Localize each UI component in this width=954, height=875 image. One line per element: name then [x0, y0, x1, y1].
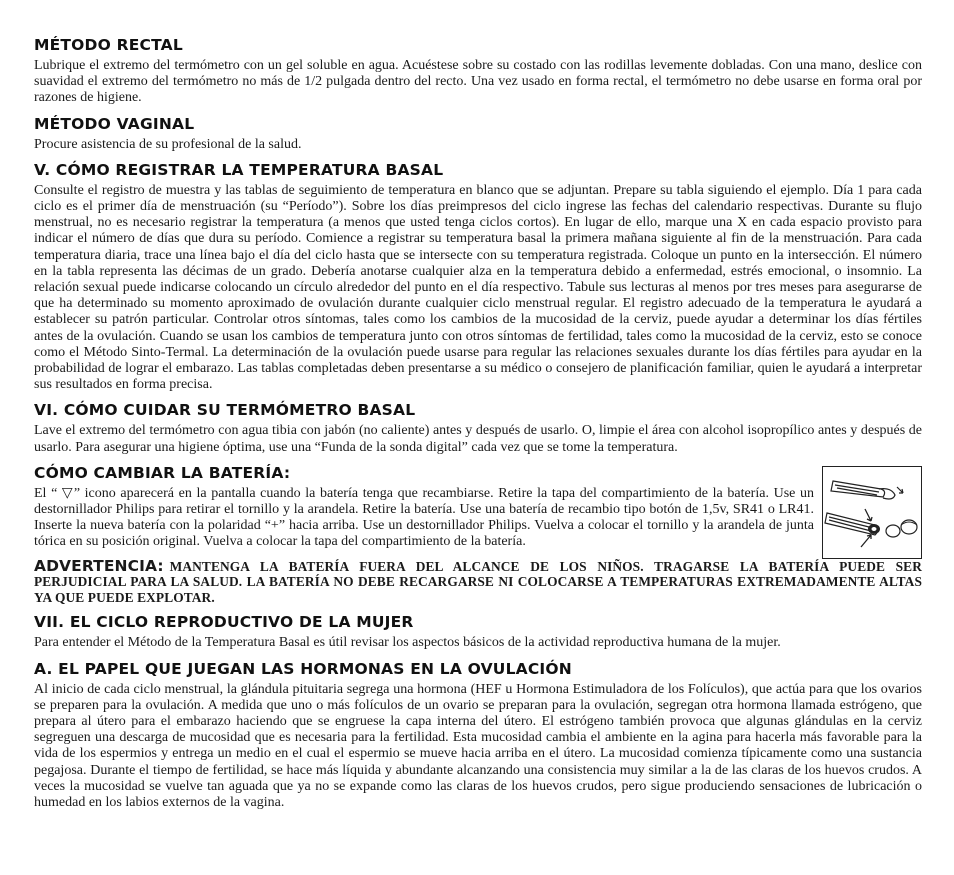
paragraph-battery: El “ ▽” icono aparecerá en la pantalla cuando la batería tenga que recambiarse. Retire la tapa del compartimiento de la batería. Use un destornillador Philips para retirar el tornillo y la arandela. Retire la batería. Use una batería de recambio tipo botón de 1,5v, SR41 o LR41. Inserte la nueva batería con la polaridad “+” hacia arriba. Use un destornillador Philips. Vuelva a colocar el tornillo y la arandela de junta tórica en su posición original. Vuelva a colocar la tapa del compartimiento de la batería.	[34, 485, 814, 550]
warning-text: MANTENGA LA BATERÍA FUERA DEL ALCANCE DE LOS NIÑOS. TRAGARSE LA BATERÍA PUEDE SER PERJUDICIAL PARA LA SALUD. LA BATERÍA NO DEBE RECARGARSE NI COLOCARSE A TEMPERATURAS EXTREMADAMENTE ALTAS YA QUE PUEDE EXPLOTAR.	[34, 558, 922, 605]
heading-hormones: A. EL PAPEL QUE JUEGAN LAS HORMONAS EN LA OVULACIÓN	[34, 659, 572, 678]
thermometer-battery-icon	[823, 467, 921, 558]
heading-reproductive-cycle: VII. EL CICLO REPRODUCTIVO DE LA MUJER	[34, 613, 414, 632]
section-hormones	[34, 660, 922, 812]
paragraph-reproductive-cycle: Para entender el Método de la Temperatura Basal es útil revisar los aspectos básicos de la actividad reproductiva humana de la mujer.	[34, 635, 781, 651]
section-vaginal	[34, 115, 922, 153]
paragraph-care: Lave el extremo del termómetro con agua tibia con jabón (no caliente) antes y después de usarlo. O, limpie el área con alcohol isopropílico antes y después de usarlo. Para asegurar una higiene óptima, use una “Funda de la sonda digital” cada vez que se tome la temperatura.	[34, 423, 922, 455]
paragraph-vaginal: Procure asistencia de su profesional de la salud.	[34, 136, 302, 152]
paragraph-register-temperature: Consulte el registro de muestra y las tablas de seguimiento de temperatura en blanco que se adjuntan. Prepare su tabla siguiendo el ejemplo. Día 1 para cada ciclo es el primer día de menstruación (su “Período”). Sobre los días preimpresos del ciclo ingrese las fechas del calendario respectivas. Durante su flujo menstrual, no es necesario registrar la temperatura (a menos que usted tenga ciclos cortos). En lugar de ello, marque una X en cada espacio provisto para indicar el número de días que dura su período. Comience a registrar su temperatura basal la primera mañana siguiente al fin de la menstruación. Para cada temperatura diaria, trace una línea bajo el día del ciclo hasta que se intersecte con su temperatura registrada. Coloque un punto en la intersección. El número en la tabla representa las décimas de un grado. Debería anotarse cualquier alza en la temperatura debido a enfermedad, estrés emocional, o insomnio. La relación sexual puede indicarse colocando un círculo alrededor del punto en el día respectivo. Tabule sus lecturas al menos por tres meses para asegurarse de que ha determinado su momento aproximado de ovulación durante cualquier ciclo menstrual regular. El registro adecuado de la temperatura le ayudará a establecer su patrón particular. Controlar otros síntomas, tales como los cambios de la mucosidad de la cerviz, puede ayudar a determinar los días fértiles antes de la ovulación. Cuando se usan los cambios de temperatura junto con otros síntomas de fertilidad, tales como la mucosidad de la cerviz, esto se conoce como el Método Sinto-Termal. La determinación de la ovulación puede usarse para regular las relaciones sexuales durante los días fértiles para ayudar en la probabilidad de lograr el embarazo. Las tablas completadas deben presentarse a su médico o consejero de planificación familiar, quien le ayudará a interpretar sus resultados en forma precisa.	[34, 182, 922, 393]
battery-content	[34, 486, 922, 559]
section-care	[34, 401, 922, 455]
section-rectal	[34, 36, 922, 107]
heading-rectal: MÉTODO RECTAL	[34, 36, 183, 54]
heading-register-temperature: V. CÓMO REGISTRAR LA TEMPERATURA BASAL	[34, 160, 444, 179]
section-reproductive-cycle	[34, 613, 922, 651]
battery-warning	[34, 556, 922, 606]
paragraph-hormones: Al inicio de cada ciclo menstrual, la glándula pituitaria segrega una hormona (HEF u Hormona Estimuladora de los Folículos), que actúa para que los ovarios se preparen para la ovulación. A medida que uno o más folículos de un ovario se preparan para la ovulación, segregan otra hormona llamada estrógeno, que prepara al útero para el embarazo haciendo que se engruese la capa interna del útero. El estrógeno también provoca que algunas glándulas en la cerviz segreguen una descarga de mucosidad que es necesaria para la fertilidad. Esta mucosidad cambia el ambiente en la agina para hacerla más favorable para la vida de los espermios y entrega un medio en el cual el espermio se mueve hacia arriba en el útero. La mucosidad comienza típicamente como una sustancia pegajosa. Durante el tiempo de fertilidad, se hace más líquida y abundante alcanzando una consistencia muy similar a la de las claras de los huevos crudos. A veces la mucosidad se vuelve tan aguada que ya no se expande como las claras de los huevos crudos, pero sigue produciendo sensaciones de lubricación o humedad en los labios externos de la vagina.	[34, 681, 922, 810]
heading-battery: CÓMO CAMBIAR LA BATERÍA:	[34, 463, 291, 482]
document-page	[34, 36, 922, 819]
paragraph-rectal: Lubrique el extremo del termómetro con un gel soluble en agua. Acuéstese sobre su costado con las rodillas levemente dobladas. Con una mano, deslice con suavidad el extremo del termómetro no más de 1/2 pulgada dentro del recto. Una vez usado en forma rectal, el termómetro no debe usarse en forma oral por razones de higiene.	[34, 58, 922, 106]
battery-replacement-illustration	[822, 466, 922, 559]
section-battery	[34, 464, 922, 559]
heading-vaginal: MÉTODO VAGINAL	[34, 114, 195, 133]
heading-care: VI. CÓMO CUIDAR SU TERMÓMETRO BASAL	[34, 401, 416, 420]
warning-label: ADVERTENCIA:	[34, 556, 164, 575]
section-register-temperature	[34, 161, 922, 394]
